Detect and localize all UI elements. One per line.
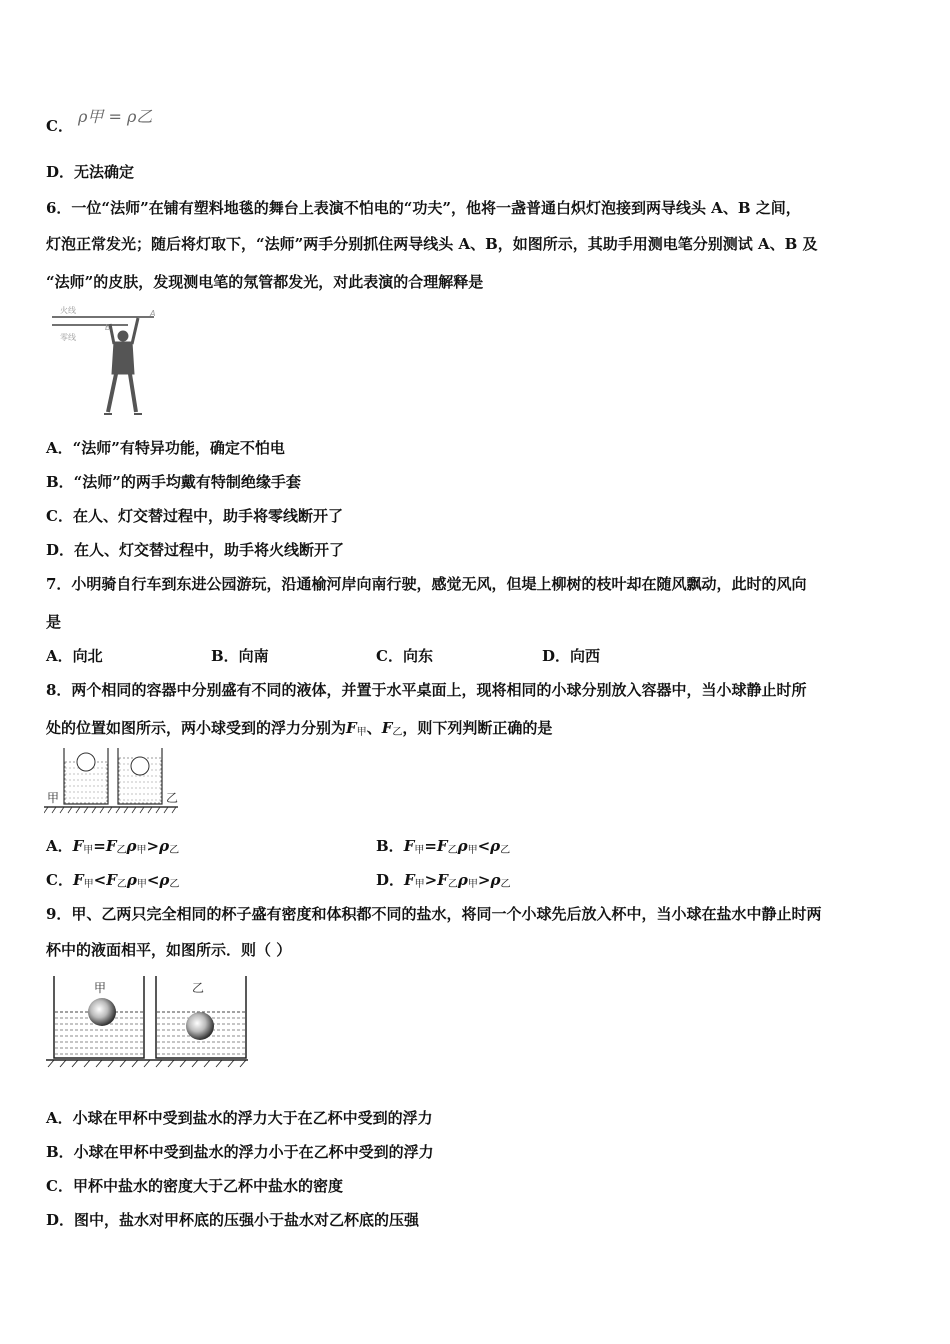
q8-option-d-rho2: ρ	[490, 871, 501, 889]
q9-option-a: A．小球在甲杯中受到盐水的浮力大于在乙杯中受到的浮力	[46, 1109, 433, 1127]
q8-option-b-f2: F	[436, 837, 448, 855]
q8-option-c-rho1: ρ	[126, 871, 137, 889]
q8-option-c-f1: F	[72, 871, 84, 889]
q8-option-d-rho1: ρ	[457, 871, 468, 889]
q8-figure-containers	[44, 744, 180, 816]
q9-option-b: B．小球在甲杯中受到盐水的浮力小于在乙杯中受到的浮力	[46, 1143, 434, 1161]
person-silhouette	[104, 318, 142, 414]
q8-label-jia: 甲	[47, 791, 60, 805]
q9-stem-line2: 杯中的液面相平，如图所示．则（ ）	[46, 941, 292, 959]
q5-option-d: D．无法确定	[46, 163, 135, 181]
q6-stem-line3: “法师”的皮肤，发现测电笔的氖管都发光，对此表演的合理解释是	[46, 273, 484, 291]
q6-point-a-label: A	[150, 309, 156, 318]
q8-option-b-f1: F	[403, 837, 415, 855]
q8-option-d-label: D．	[376, 871, 405, 889]
q8-option-a-f1: F	[72, 837, 84, 855]
q7-stem-line2: 是	[46, 613, 62, 631]
q8-option-a-f2: F	[105, 837, 117, 855]
q8-f-sub-jia: 甲	[356, 727, 367, 738]
q8-option-c-label: C．	[46, 871, 73, 889]
q8-option-a-rel2: >	[146, 837, 160, 855]
q7-stem-line1: 7．小明骑自行车到东进公园游玩，沿通榆河岸向南行驶，感觉无风，但堤上柳树的枝叶却在随风飘动，此时的风向	[46, 575, 807, 593]
q8-option-d-f2: F	[437, 871, 448, 889]
q7-option-a: A．向北	[46, 647, 103, 665]
q8-option-d-rel2: >	[477, 871, 491, 889]
q8-option-c-rel1: <	[93, 871, 107, 889]
q8-option-d-rel1: >	[424, 871, 438, 889]
q9-label-yi: 乙	[192, 981, 205, 995]
q8-option-a-rho1-sub: 甲	[136, 845, 147, 856]
q9-option-c: C．甲杯中盐水的密度大于乙杯中盐水的密度	[46, 1177, 343, 1195]
q7-option-b: B．向南	[211, 647, 269, 665]
q8-option-d-f1-sub: 甲	[414, 879, 425, 890]
q8-stem-line2	[46, 718, 552, 743]
q5-option-c-formula: ρ甲 = ρ乙	[78, 107, 153, 126]
q8-option-b-rho2-sub: 乙	[500, 845, 511, 856]
q8-option-b-label: B．	[376, 837, 404, 855]
q8-f-sub-yi: 乙	[392, 727, 403, 738]
q8-stem-line2-post: ，则下列判断正确的是	[402, 719, 553, 737]
q8-option-c-rel2: <	[146, 871, 160, 889]
q8-option-a-f2-sub: 乙	[116, 845, 127, 856]
q8-f-symbol: F	[346, 719, 357, 737]
q8-option-b-rel2: <	[477, 837, 491, 855]
q8-option-a-label: A．	[46, 837, 73, 855]
q8-option-d	[376, 870, 510, 895]
q8-option-b-f2-sub: 乙	[447, 845, 458, 856]
q8-option-a-f1-sub: 甲	[83, 845, 94, 856]
q8-option-a-rho2: ρ	[159, 837, 170, 855]
q9-figure-cups	[44, 974, 250, 1068]
q8-separator: 、	[366, 719, 382, 737]
q6-option-d: D．在人、灯交替过程中，助手将火线断开了	[46, 541, 345, 559]
q8-option-a-rho1: ρ	[126, 837, 137, 855]
q8-stem-line1: 8．两个相同的容器中分别盛有不同的液体，并置于水平桌面上，现将相同的小球分别放入容器中，当小球静止时所	[46, 681, 807, 699]
q8-option-c-f2: F	[106, 871, 117, 889]
q7-option-c: C．向东	[376, 647, 433, 665]
q5-option-c-label: C．	[46, 117, 73, 135]
q6-point-b-label: B	[105, 323, 111, 332]
q9-stem-line1: 9．甲、乙两只完全相同的杯子盛有密度和体积都不同的盐水，将同一个小球先后放入杯中，当小球在盐水中静止时两	[46, 905, 822, 923]
q6-stem-line1: 6．一位“法师”在铺有塑料地毯的舞台上表演不怕电的“功夫”，他将一盏普通白炽灯泡接到两导线头 A、B 之间，	[46, 199, 801, 217]
q6-live-wire-label: 火线	[60, 306, 76, 315]
q6-stem-line2: 灯泡正常发光；随后将灯取下，“法师”两手分别抓住两导线头 A、B，如图所示，其助手用测电笔分别测试 A、B 及	[46, 235, 818, 253]
q8-option-a-rho2-sub: 乙	[169, 845, 180, 856]
q8-option-b-rho1-sub: 甲	[467, 845, 478, 856]
q7-option-d: D．向西	[542, 647, 601, 665]
q8-option-c-f1-sub: 甲	[83, 879, 94, 890]
container-left	[64, 748, 108, 804]
q8-option-b-f1-sub: 甲	[414, 845, 425, 856]
q6-option-b: B．“法师”的两手均戴有特制绝缘手套	[46, 473, 301, 491]
q8-option-d-f2-sub: 乙	[447, 879, 458, 890]
q8-f-symbol-2: F	[381, 719, 393, 737]
q8-option-c-f2-sub: 乙	[116, 879, 127, 890]
q6-figure-magician	[48, 302, 163, 420]
q8-option-a	[46, 836, 179, 861]
q8-option-c-rho2: ρ	[159, 871, 170, 889]
q6-option-c: C．在人、灯交替过程中，助手将零线断开了	[46, 507, 343, 525]
q8-option-b-rho2: ρ	[490, 837, 501, 855]
q8-option-c-rho2-sub: 乙	[169, 879, 180, 890]
q8-option-c-rho1-sub: 甲	[136, 879, 147, 890]
q8-option-b-rho1: ρ	[457, 837, 468, 855]
q8-option-d-f1: F	[404, 871, 415, 889]
q8-option-d-rho2-sub: 乙	[500, 879, 511, 890]
container-right	[118, 748, 162, 804]
q8-option-a-rel1: =	[93, 837, 106, 855]
q8-option-d-rho1-sub: 甲	[467, 879, 478, 890]
q6-option-a: A．“法师”有特异功能，确定不怕电	[46, 439, 285, 457]
q8-option-b-rel1: =	[424, 837, 437, 855]
q8-option-b	[376, 836, 510, 861]
q8-option-c	[46, 870, 179, 895]
q8-label-yi: 乙	[166, 791, 179, 805]
q6-neutral-wire-label: 零线	[60, 333, 76, 342]
q8-stem-line2-pre: 处的位置如图所示，两小球受到的浮力分别为	[46, 719, 347, 737]
q9-option-d: D．图中，盐水对甲杯底的压强小于盐水对乙杯底的压强	[46, 1211, 420, 1229]
q9-label-jia: 甲	[94, 981, 107, 995]
